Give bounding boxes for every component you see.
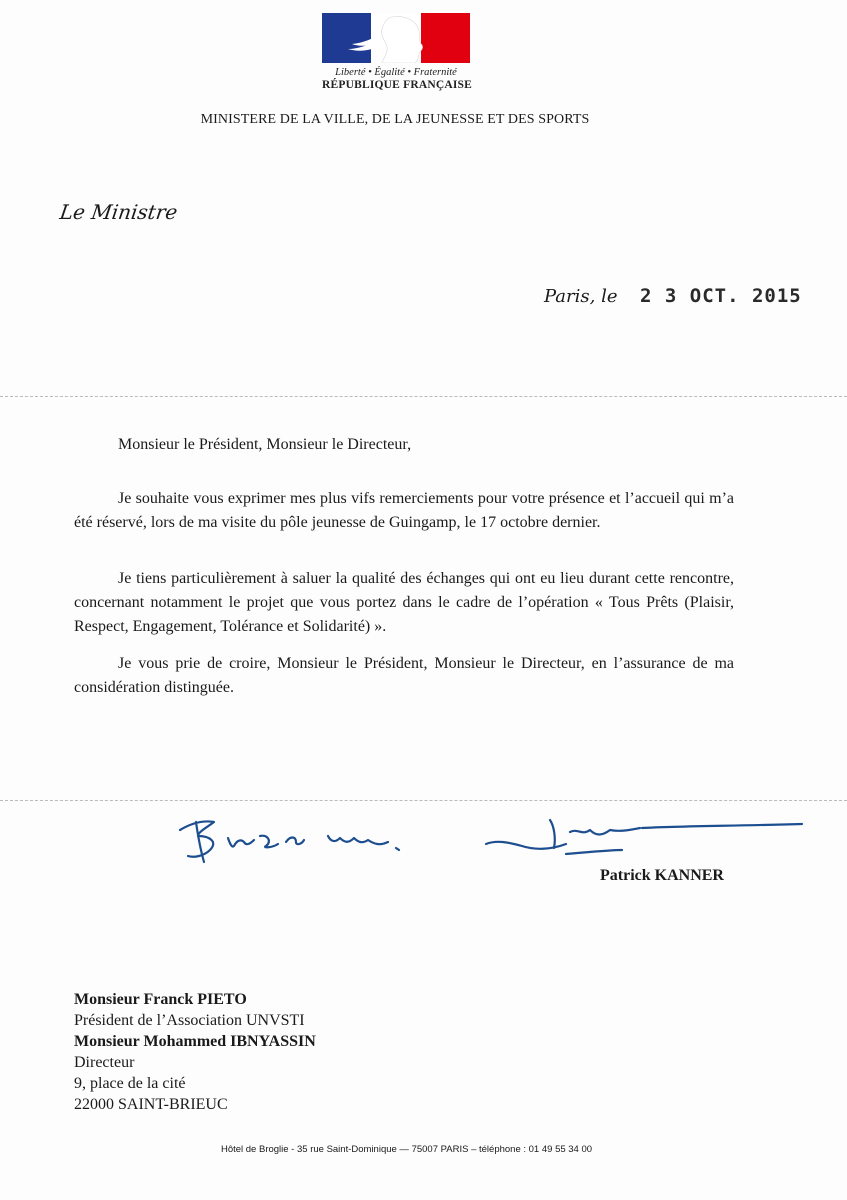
fold-line (0, 396, 847, 397)
ministry-name: MINISTERE DE LA VILLE, DE LA JEUNESSE ET DES SPORTS (200, 112, 590, 127)
footer-address: Hôtel de Broglie - 35 rue Saint-Dominique — 75007 PARIS – téléphone : 01 49 55 34 00 (220, 1144, 593, 1155)
recipient-title-1: Président de l’Association UNVSTI (74, 1012, 305, 1029)
paragraph-2: Je tiens particulièrement à saluer la qualité des échanges qui ont eu lieu durant cette rencontre, concernant notamment le projet que vous portez dans le cadre de l’opération « Tous Prêts (Plaisir, Respect, Engagement, Tolérance et Solidarité) ». (74, 570, 734, 635)
republic-logo (322, 13, 473, 91)
recipient-address (74, 989, 316, 1115)
dateline-place: Paris, le (544, 286, 618, 307)
republic-name: RÉPUBLIQUE FRANÇAISE (322, 79, 473, 91)
signatory-name: Patrick KANNER (600, 867, 724, 884)
handwritten-note-text (170, 806, 175, 807)
recipient-title-2: Directeur (74, 1054, 135, 1071)
republic-motto: Liberté • Égalité • Fraternité (335, 67, 457, 78)
fold-line (0, 800, 847, 801)
date-stamp: 2 3 OCT. 2015 (640, 285, 802, 307)
paragraph-3: Je vous prie de croire, Monsieur le Président, Monsieur le Directeur, en l’assurance de ma considération distinguée. (74, 655, 734, 696)
recipient-name-2: Monsieur Mohammed IBNYASSIN (74, 1033, 316, 1050)
recipient-city: 22000 SAINT-BRIEUC (74, 1096, 228, 1113)
sender-title: Le Ministre (58, 200, 180, 224)
marianne-flag-icon (322, 13, 470, 63)
recipient-street: 9, place de la cité (74, 1075, 186, 1092)
paragraph-1: Je souhaite vous exprimer mes plus vifs remerciements pour votre présence et l’accueil qui m’a été réservé, lors de ma visite du pôle jeunesse de Guingamp, le 17 octobre dernier. (74, 490, 734, 531)
recipient-name-1: Monsieur Franck PIETO (74, 991, 247, 1008)
salutation: Monsieur le Président, Monsieur le Directeur, (118, 436, 412, 453)
